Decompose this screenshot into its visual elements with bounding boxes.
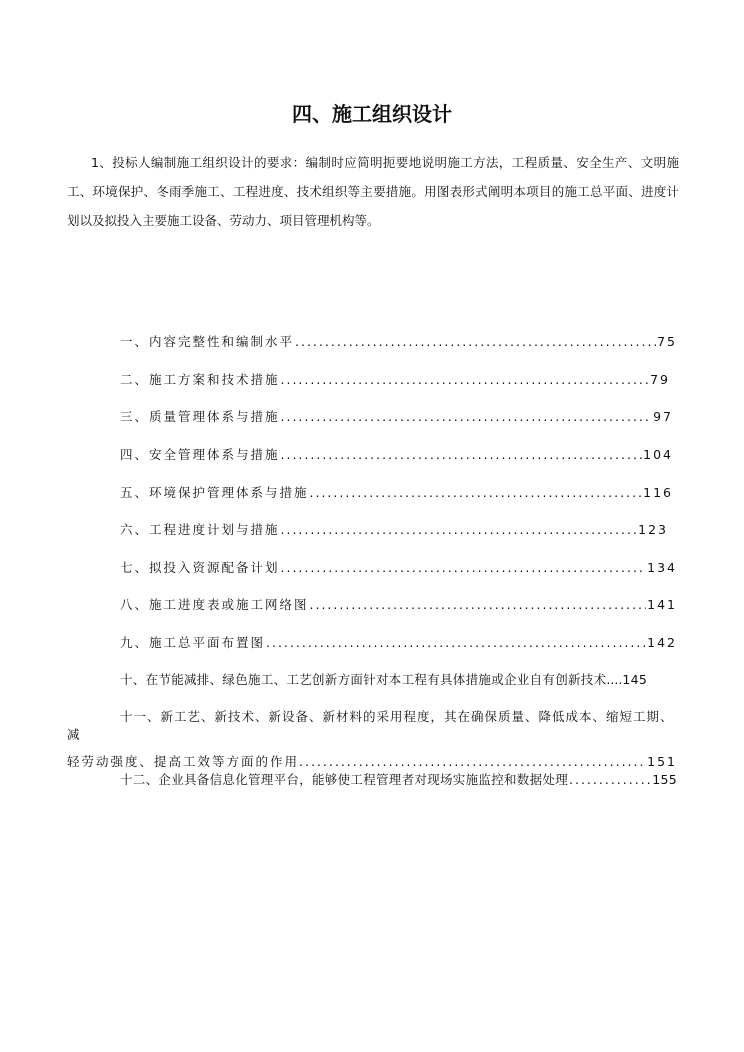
toc-page: 141 [647, 597, 677, 612]
toc-label: 二、施工方案和技术措施 [120, 372, 280, 387]
toc-page: 75 [657, 334, 677, 349]
toc-label: 三、质量管理体系与措施 [120, 409, 280, 424]
section-title: 四、施工组织设计 [292, 102, 452, 126]
dot-leader [266, 635, 646, 650]
toc-page: 151 [647, 754, 677, 769]
toc-entry[interactable] [120, 407, 673, 425]
toc-label: 五、环境保护管理体系与措施 [120, 485, 309, 500]
dot-leader [569, 772, 651, 787]
toc-label: 九、施工总平面布置图 [120, 635, 266, 650]
dot-leader: .... [606, 672, 623, 687]
toc-page: 116 [643, 485, 673, 500]
toc-label: 十一、新工艺、新技术、新设备、新材料的采用程度，其在确保质量、降低成本、缩短工期、减 [67, 709, 674, 742]
toc-entry[interactable] [120, 483, 673, 501]
toc-page: 79 [650, 372, 670, 387]
dot-leader [310, 597, 647, 612]
intro-paragraph: 1、投标人编制施工组织设计的要求：编制时应简明扼要地说明施工方法，工程质量、安全生产、文明施工、环境保护、冬雨季施工、工程进度、技术组织等主要措施。用图表形式阐明本项目的施工总平面、进度计划以及拟投入主要施工设备、劳动力、项目管理机构等。 [67, 155, 679, 228]
dot-leader [281, 447, 643, 462]
toc-label: 六、工程进度计划与措施 [120, 522, 280, 537]
toc-entry[interactable] [120, 370, 670, 388]
toc-entry[interactable] [120, 332, 677, 350]
dot-leader [295, 334, 656, 349]
toc-entry[interactable] [120, 595, 677, 613]
toc-page: 104 [643, 447, 673, 462]
toc-page: 134 [647, 560, 677, 575]
dot-leader [281, 409, 653, 424]
toc-entry[interactable] [120, 670, 677, 688]
toc-label: 四、安全管理体系与措施 [120, 447, 280, 462]
dot-leader [310, 485, 643, 500]
toc-entry[interactable] [120, 520, 668, 538]
toc-page: 123 [638, 522, 668, 537]
dot-leader [281, 522, 638, 537]
toc-entry[interactable] [67, 707, 677, 770]
dot-leader [281, 372, 650, 387]
toc-page: 145 [622, 672, 648, 687]
toc-entry[interactable] [120, 633, 677, 651]
dot-leader [281, 560, 647, 575]
dot-leader [299, 754, 647, 769]
toc-label: 一、内容完整性和编制水平 [120, 334, 295, 349]
toc-entry[interactable] [120, 558, 677, 576]
toc-entry[interactable] [120, 770, 677, 788]
toc-page: 97 [653, 409, 673, 424]
toc-label: 十二、企业具备信息化管理平台，能够使工程管理者对现场实施监控和数据处理 [120, 772, 569, 787]
toc-label: 八、施工进度表或施工网络图 [120, 597, 309, 612]
toc-entry[interactable] [120, 445, 673, 463]
toc-page: 142 [647, 635, 677, 650]
toc-label: 十、在节能减排、绿色施工、工艺创新方面针对本工程有具体措施或企业自有创新技术 [120, 672, 607, 687]
toc-page: 155 [652, 772, 677, 787]
toc-label: 七、拟投入资源配备计划 [120, 560, 280, 575]
toc-label: 轻劳动强度、提高工效等方面的作用 [67, 754, 300, 769]
